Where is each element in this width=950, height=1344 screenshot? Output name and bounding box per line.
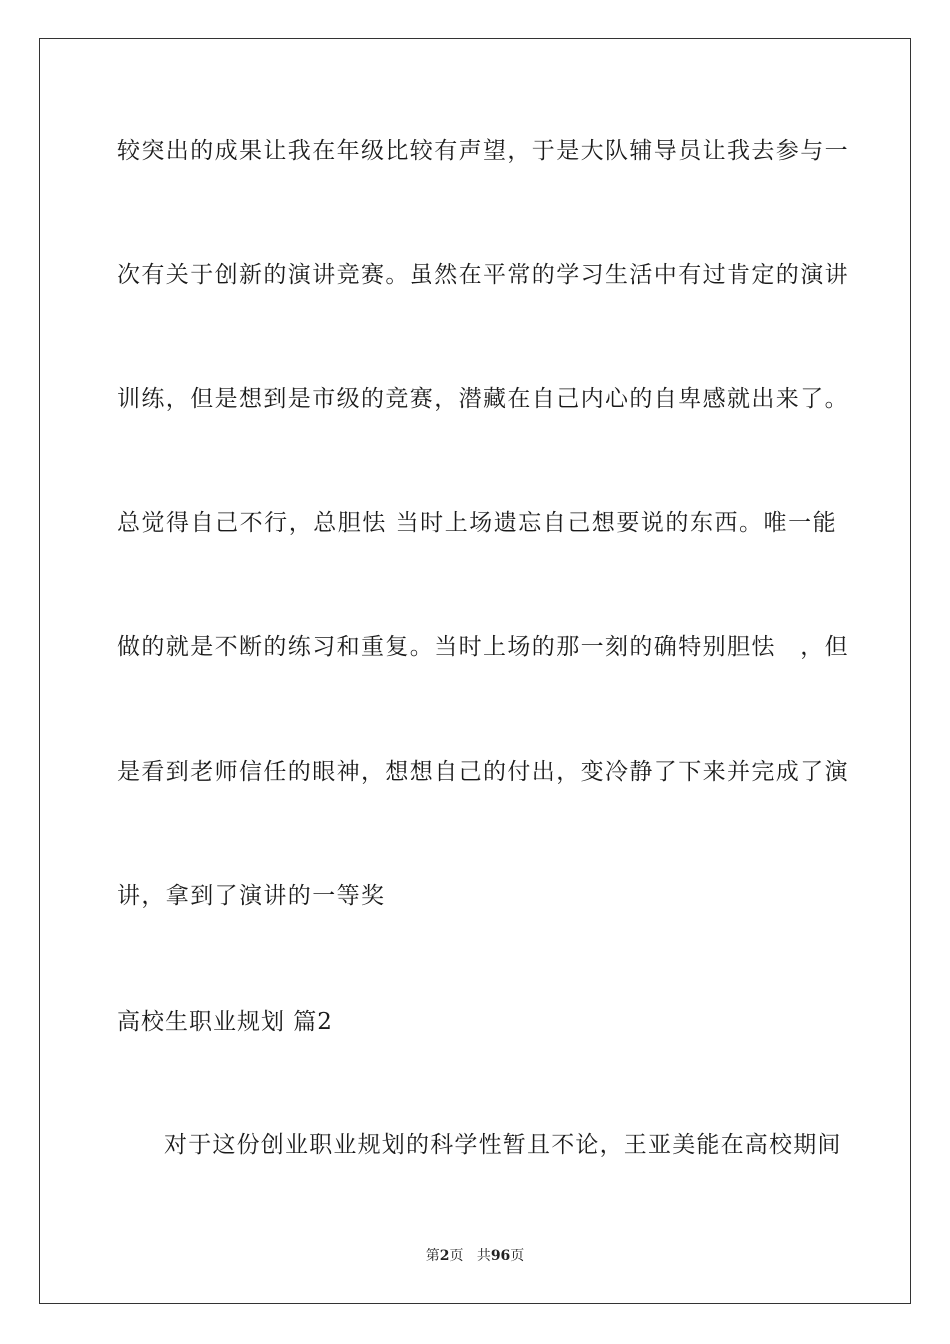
page-footer (0, 1247, 950, 1265)
paragraph-first-line: 对于这份创业职业规划的科学性暂且不论，王亚美能在高校期间 (164, 1132, 842, 1158)
page-border (39, 38, 911, 1304)
footer-total-suffix: 页 (510, 1248, 525, 1264)
footer-page-prefix: 第 (425, 1248, 440, 1264)
paragraph-line-1: 较突出的成果让我在年级比较有声望，于是大队辅导员让我去参与一 (117, 138, 849, 164)
paragraph-line-2: 次有关于创新的演讲竞赛。虽然在平常的学习生活中有过肯定的演讲 (117, 262, 849, 288)
paragraph-line-5: 做的就是不断的练习和重复。当时上场的那一刻的确特别胆怯 ，但 (117, 634, 849, 660)
footer-total-prefix: 共 (476, 1248, 491, 1264)
footer-page-number: 2 (439, 1248, 450, 1264)
paragraph-line-3: 训练，但是想到是市级的竞赛，潜藏在自己内心的自卑感就出来了。 (117, 386, 849, 412)
section-heading: 高校生职业规划 篇2 (117, 1009, 333, 1035)
paragraph-line-7: 讲，拿到了演讲的一等奖 (117, 883, 386, 909)
paragraph-line-4: 总觉得自己不行，总胆怯 当时上场遗忘自己想要说的东西。唯一能 (117, 510, 837, 536)
paragraph-line-6: 是看到老师信任的眼神，想想自己的付出，变冷静了下来并完成了演 (117, 759, 849, 785)
footer-page-suffix: 页 (449, 1248, 464, 1264)
footer-total-pages: 96 (490, 1248, 511, 1264)
